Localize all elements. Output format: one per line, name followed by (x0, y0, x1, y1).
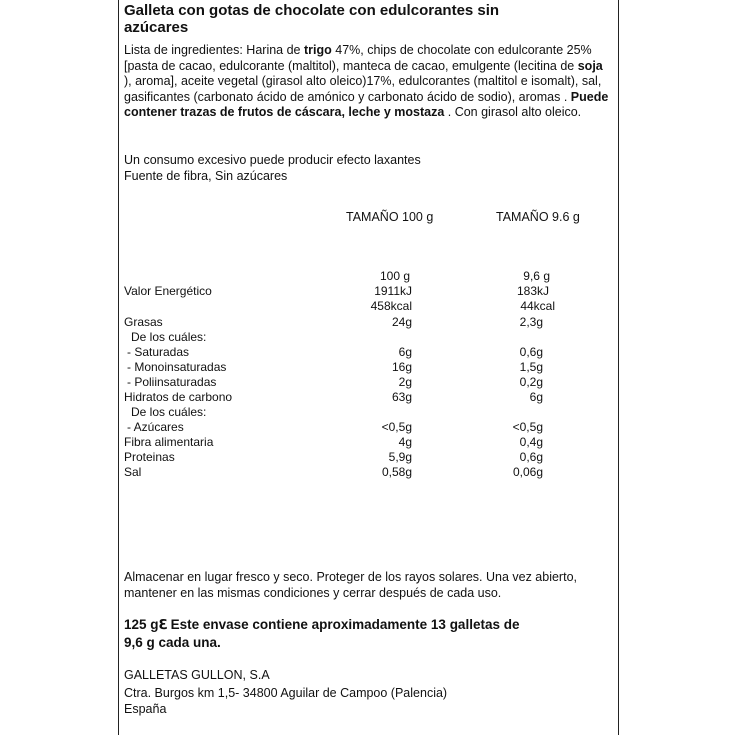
allergen-soja: soja (577, 58, 603, 73)
nutrition-row-value-100g: <0,5g (381, 420, 412, 434)
nutrition-row-value-100g: 458kcal (370, 299, 412, 313)
nutrition-row-value-100g: 1911kJ (374, 284, 412, 298)
nutrition-row-label: Proteinas (124, 450, 175, 464)
nutrition-row-value-portion: 0,6g (519, 345, 543, 359)
ingredients-text-3: ), aroma], aceite vegetal (girasol alto oleico)17%, edulcorantes (maltitol e isomalt), sal, gasificantes (carbonato ácido de amónico y carbonato ácido de sodio), aromas . (124, 74, 602, 104)
nutrition-row-label: De los cuáles: (131, 330, 207, 344)
nutrition-row-value-portion: 0,2g (519, 375, 543, 389)
storage-line2: mantener en las mismas condiciones y cerrar después de cada uso. (124, 586, 502, 600)
nutrition-row-label: - Saturadas (127, 345, 190, 359)
nutrition-row-value-portion: 183kJ (516, 284, 549, 298)
nutrition-row-value-100g: 16g (391, 360, 412, 374)
ingredients-text-1: Lista de ingredientes: Harina de (124, 43, 304, 57)
nutrition-row-value-portion: 1,5g (519, 360, 543, 374)
col1-subheader: 100 g (379, 269, 410, 283)
ingredients-list (124, 43, 610, 121)
nutrition-row-label: De los cuáles: (131, 405, 207, 419)
nutrition-row-value-portion: 0,06g (512, 465, 543, 479)
nutrition-row-label: - Azúcares (127, 420, 184, 434)
nutrition-row-value-100g: 24g (391, 315, 412, 329)
nutrition-row-label: Grasas (124, 315, 163, 329)
nutrition-row-value-100g: 4g (398, 435, 412, 449)
col1-header: TAMAÑO 100 g (346, 210, 434, 224)
product-title-line2: azúcares (124, 19, 189, 36)
warning-fiber: Fuente de fibra, Sin azúcares (124, 169, 288, 183)
warning-laxative: Un consumo excesivo puede producir efecto laxantes (124, 153, 421, 167)
package-line2: 9,6 g cada una. (124, 635, 221, 650)
company-country: España (124, 702, 167, 716)
nutrition-row-label: Hidratos de carbono (124, 390, 233, 404)
company-name: GALLETAS GULLON, S.A (124, 668, 270, 682)
nutrition-row-value-100g: 0,58g (381, 465, 412, 479)
col2-subheader: 9,6 g (523, 269, 550, 283)
product-title-line1: Galleta con gotas de chocolate con edulcorantes sin (124, 2, 500, 19)
nutrition-row-value-portion: <0,5g (512, 420, 543, 434)
ingredients-text-4: . Con girasol alto oleico. (444, 105, 582, 119)
nutrition-row-value-100g: 5,9g (388, 450, 412, 464)
nutrition-row-value-portion: 2,3g (519, 315, 543, 329)
storage-line1: Almacenar en lugar fresco y seco. Proteger de los rayos solares. Una vez abierto, (124, 570, 577, 584)
allergen-trigo: trigo (303, 43, 332, 57)
company-address: Ctra. Burgos km 1,5- 34800 Aguilar de Campoo (Palencia) (124, 686, 448, 700)
nutrition-row-value-100g: 2g (398, 375, 412, 389)
nutrition-row-value-portion: 0,4g (519, 435, 543, 449)
col2-header: TAMAÑO 9.6 g (496, 210, 580, 224)
nutrition-row-label: Valor Energético (124, 284, 212, 298)
nutrition-row-value-portion: 0,6g (519, 450, 543, 464)
package-line1: 125 gℇ Este envase contiene aproximadamente 13 galletas de (124, 617, 520, 632)
nutrition-row-label: - Poliinsaturadas (127, 375, 217, 389)
nutrition-row-value-portion: 6g (529, 390, 543, 404)
ingredients-text-2: 47%, chips de chocolate con edulcorante 25% [pasta de cacao, edulcorante (maltitol), manteca de cacao, emulgente (lecitina de (124, 43, 592, 73)
nutrition-row-value-100g: 63g (391, 390, 412, 404)
nutrition-row-value-100g: 6g (398, 345, 412, 359)
nutrition-row-label: Sal (124, 465, 142, 479)
nutrition-row-label: Fibra alimentaria (124, 435, 214, 449)
allergen-traces: Puede contener trazas de frutos de cáscara, leche y mostaza (124, 89, 609, 119)
nutrition-row-value-portion: 44kcal (520, 299, 555, 313)
nutrition-row-label: - Monoinsaturadas (127, 360, 227, 374)
